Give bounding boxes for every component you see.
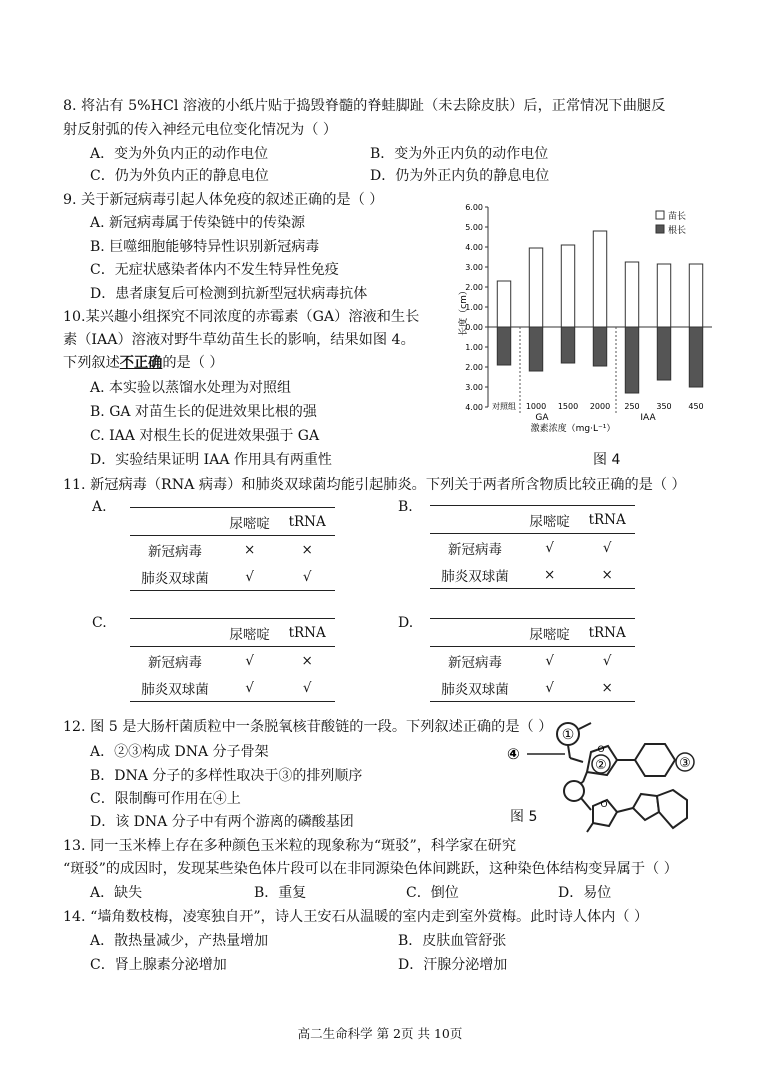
q11-table-b-letter: B. <box>398 499 413 515</box>
legend-label-shoot: 苗长 <box>668 212 687 222</box>
table-header-empty <box>430 619 520 647</box>
table-cell: × <box>301 652 313 669</box>
q9-option-a: A. 新冠病毒属于传染链中的传染源 <box>90 215 306 231</box>
y-tick-label: 4.00 <box>465 403 483 412</box>
label-1: ① <box>561 727 575 743</box>
legend-swatch-shoot <box>656 211 664 219</box>
table-header-trna: tRNA <box>279 508 335 536</box>
phosphodiester-bond <box>570 758 583 762</box>
q10-stem-line3-a: 下列叙述 <box>63 355 120 371</box>
phosphodiester-bond <box>583 772 587 782</box>
label-3: ③ <box>679 756 691 771</box>
page-footer: 高二生命科学 第 2页 共 10页 <box>297 1026 463 1041</box>
q8-option-b: B．变为外正内负的动作电位 <box>370 146 549 162</box>
q10-stem-line1: 10.某兴趣小组探究不同浓度的赤霉素（GA）溶液和生长 <box>63 309 420 325</box>
q8-option-d: D．仍为外正内负的静息电位 <box>370 168 550 184</box>
y-tick-label: 3.00 <box>465 383 483 392</box>
x-tick-label: 450 <box>688 402 704 411</box>
table-cell: 新冠病毒 <box>447 654 502 671</box>
q11-stem: 11. 新冠病毒（RNA 病毒）和肺炎双球菌均能引起肺炎。下列关于两者所含物质比较正确的是（ ） <box>63 477 686 493</box>
q8-option-c: C．仍为外负内正的静息电位 <box>90 168 269 184</box>
q14-option-c: C．肾上腺素分泌增加 <box>90 957 227 973</box>
q12-option-b: B．DNA 分子的多样性取决于③的排列顺序 <box>90 768 363 784</box>
table-cell: × <box>301 541 313 558</box>
bar-root-length <box>689 327 702 387</box>
label-4: ④ <box>507 745 520 763</box>
q11-table-a <box>130 507 335 591</box>
q11-table-c <box>130 618 335 702</box>
q11-table-b <box>430 505 635 589</box>
bar-shoot-length <box>657 264 670 327</box>
q12-option-c: C．限制酶可作用在④上 <box>90 791 241 807</box>
bar-root-length <box>625 327 638 393</box>
legend-label-root: 根长 <box>668 226 687 236</box>
q9-stem: 9. 关于新冠病毒引起人体免疫的叙述正确的是（ ） <box>63 192 384 208</box>
y-tick-label: 2.00 <box>465 283 483 292</box>
q8-option-a: A．变为外负内正的动作电位 <box>90 146 269 162</box>
q13-option-d: D．易位 <box>558 885 612 901</box>
table-cell: √ <box>520 674 579 702</box>
bar-root-length <box>529 327 542 371</box>
figure-4-caption: 图 4 <box>593 452 621 468</box>
q10-stem-line2: 素（IAA）溶液对野牛草幼苗生长的影响，结果如图 4。 <box>63 332 415 348</box>
table-cell: 肺炎双球菌 <box>130 674 220 702</box>
bar-shoot-length <box>561 245 574 327</box>
table-cell: √ <box>279 674 335 702</box>
bar-root-length <box>561 327 574 363</box>
table-cell: × <box>520 561 579 589</box>
group-label-iaa: IAA <box>640 413 656 423</box>
table-cell: 肺炎双球菌 <box>130 563 220 591</box>
y-tick-label: 4.00 <box>465 243 483 252</box>
q13-stem-line1: 13. 同一玉米棒上存在多种颜色玉米粒的现象称为“斑驳”，科学家在研究 <box>63 838 517 854</box>
table-cell: √ <box>220 563 279 591</box>
table-cell: 肺炎双球菌 <box>430 674 520 702</box>
table-cell: 肺炎双球菌 <box>430 561 520 589</box>
x-axis-label: 激素浓度（mg·L⁻¹） <box>530 424 616 434</box>
figure-4-chart <box>440 195 720 445</box>
table-cell: √ <box>602 539 612 556</box>
x-tick-label: 1000 <box>525 402 547 411</box>
table-cell: √ <box>279 563 335 591</box>
q10-option-b: B. GA 对苗生长的促进效果比根的强 <box>90 404 317 420</box>
table-header-empty <box>130 508 220 536</box>
label-2: ② <box>595 758 607 773</box>
y-tick-label: 1.00 <box>465 303 483 312</box>
table-header-empty <box>430 506 520 534</box>
q14-option-b: B．皮肤血管舒张 <box>398 933 507 949</box>
purine-five-ring <box>633 794 659 820</box>
phosphodiester-bond <box>581 798 591 810</box>
table-header-trna: tRNA <box>279 619 335 647</box>
q9-option-c: C．无症状感染者体内不发生特异性免疫 <box>90 262 339 278</box>
q8-stem-line1: 8. 将沾有 5%HCl 溶液的小纸片贴于捣毁脊髓的脊蛙脚趾（未去除皮肤）后，正常情况下曲腿反 <box>63 98 666 114</box>
y-tick-label: 0.00 <box>465 323 483 332</box>
q10-option-d: D．实验结果证明 IAA 作用具有两重性 <box>90 452 332 468</box>
q10-emphasis-not-correct: 不正确 <box>119 355 163 371</box>
ring-oxygen-label: O <box>597 745 605 755</box>
table-cell: √ <box>220 674 279 702</box>
q11-table-d-letter: D. <box>398 615 414 631</box>
group-label-ga: GA <box>535 413 549 423</box>
table-header-trna: tRNA <box>579 506 635 534</box>
table-cell: √ <box>602 652 612 669</box>
q10-stem-line3 <box>63 352 224 372</box>
bar-root-length <box>497 327 510 365</box>
q10-option-c: C. IAA 对根生长的促进效果强于 GA <box>90 428 320 444</box>
q9-option-b: B. 巨噬细胞能够特异性识别新冠病毒 <box>90 239 320 255</box>
table-cell: × <box>579 561 635 589</box>
bar-shoot-length <box>689 264 702 327</box>
phosphodiester-bond <box>568 745 570 758</box>
ring-oxygen-label: O <box>600 800 608 810</box>
q14-option-a: A．散热量减少，产热量增加 <box>90 933 269 949</box>
y-axis-label: 长度（cm） <box>459 286 469 336</box>
y-tick-label: 6.00 <box>465 203 483 212</box>
table-header-empty <box>130 619 220 647</box>
table-header-uracil: 尿嘧啶 <box>520 619 579 647</box>
sugar-tail <box>587 823 593 832</box>
q12-option-a: A．②③构成 DNA 分子骨架 <box>90 744 269 760</box>
x-tick-label: 2000 <box>589 402 611 411</box>
q12-option-d: D．该 DNA 分子中有两个游离的磷酸基团 <box>90 814 354 830</box>
x-tick-label: 对照组 <box>492 402 516 411</box>
bar-shoot-length <box>529 248 542 327</box>
figure-5-caption: 图 5 <box>510 809 538 825</box>
x-tick-label: 350 <box>656 402 672 411</box>
q10-option-a: A. 本实验以蒸馏水处理为对照组 <box>90 380 292 396</box>
q13-option-a: A．缺失 <box>90 885 143 901</box>
y-tick-label: 1.00 <box>465 343 483 352</box>
table-header-uracil: 尿嘧啶 <box>220 619 279 647</box>
q10-stem-line3-c: 的是（ ） <box>162 355 224 371</box>
q11-table-c-letter: C. <box>92 615 107 631</box>
legend-swatch-root <box>656 225 664 233</box>
q12-stem: 12. 图 5 是大肠杆菌质粒中一条脱氧核苷酸链的一段。下列叙述正确的是（ ） <box>63 719 553 735</box>
table-cell: √ <box>545 652 554 669</box>
q13-stem-line2: “斑驳”的成因时，发现某些染色体片段可以在非同源染色体间跳跃，这种染色体结构变异属于（ ） <box>63 861 678 877</box>
q14-stem: 14. “墙角数枝梅，凌寒独自开”，诗人王安石从温暖的室内走到室外赏梅。此时诗人体内（ ） <box>63 909 649 925</box>
bar-shoot-length <box>497 281 510 327</box>
table-header-uracil: 尿嘧啶 <box>220 508 279 536</box>
table-header-trna: tRNA <box>579 619 635 647</box>
purine-six-ring <box>657 790 687 828</box>
q13-option-b: B．重复 <box>254 885 307 901</box>
bar-shoot-length <box>625 262 638 327</box>
table-cell: 新冠病毒 <box>447 541 502 558</box>
table-header-uracil: 尿嘧啶 <box>520 506 579 534</box>
base-hexagon <box>635 744 675 776</box>
phosphate-bond <box>579 723 591 729</box>
q14-option-d: D．汗腺分泌增加 <box>398 957 508 973</box>
y-tick-label: 2.00 <box>465 363 483 372</box>
table-cell: √ <box>545 539 554 556</box>
q11-table-a-letter: A. <box>92 499 107 515</box>
glycosidic-bond <box>617 808 633 812</box>
y-tick-label: 3.00 <box>465 263 483 272</box>
q11-table-d <box>430 618 635 702</box>
q9-option-d: D．患者康复后可检测到抗新型冠状病毒抗体 <box>90 286 368 302</box>
x-tick-label: 250 <box>624 402 640 411</box>
table-cell: × <box>579 674 635 702</box>
q13-option-c: C．倒位 <box>406 885 459 901</box>
table-cell: × <box>244 541 256 558</box>
bar-root-length <box>593 327 606 366</box>
q8-stem-line2: 射反射弧的传入神经元电位变化情况为（ ） <box>63 122 338 138</box>
bar-root-length <box>657 327 670 380</box>
y-tick-label: 5.00 <box>465 223 483 232</box>
bar-shoot-length <box>593 231 606 327</box>
x-tick-label: 1500 <box>557 402 579 411</box>
table-cell: 新冠病毒 <box>147 654 202 671</box>
table-cell: √ <box>245 652 254 669</box>
table-cell: 新冠病毒 <box>147 543 202 560</box>
